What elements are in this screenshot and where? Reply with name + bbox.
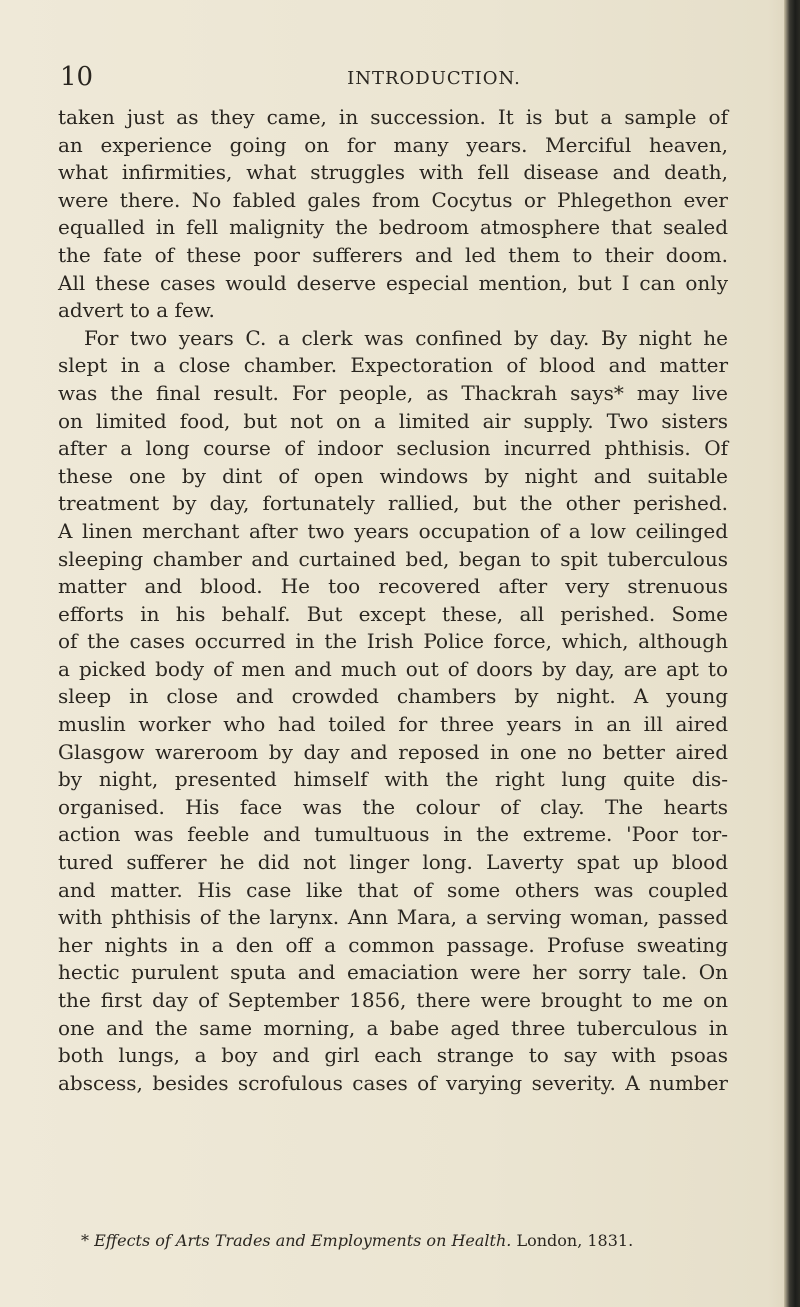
text-line: efforts in his behalf. But except these, all perished. Some: [58, 601, 728, 626]
text-line: by night, presented himself with the right lung quite dis-: [58, 767, 728, 792]
text-line: with phthisis of the larynx. Ann Mara, a serving woman, passed: [58, 905, 728, 930]
text-line: the first day of September 1856, there were brought to me on: [58, 988, 728, 1012]
footnote-marker: *: [81, 1231, 89, 1250]
text-line: and matter. His case like that of some others was coupled: [58, 877, 728, 902]
page-header: [60, 62, 724, 92]
text-line: slept in a close chamber. Expectoration of blood and matter: [58, 353, 728, 378]
text-line: what infirmities, what struggles with fell disease and death,: [58, 160, 728, 185]
text-line: one and the same morning, a babe aged three tuberculous in: [58, 1015, 728, 1040]
text-line: an experience going on for many years. Merciful heaven,: [58, 132, 728, 157]
text-line: sleep in close and crowded chambers by night. A young: [58, 684, 728, 709]
footnote-citation: London, 1831.: [516, 1231, 634, 1250]
footnote-title: Effects of Arts Trades and Employments on Health.: [94, 1231, 512, 1250]
text-line: Glasgow wareroom by day and reposed in one no better aired: [58, 739, 728, 764]
text-line: of the cases occurred in the Irish Police force, which, although: [58, 629, 728, 654]
text-line: action was feeble and tumultuous in the extreme. 'Poor tor-: [58, 822, 728, 847]
text-line: treatment by day, fortunately rallied, but the other perished.: [58, 491, 728, 516]
text-line: advert to a few.: [58, 298, 215, 323]
text-line: were there. No fabled gales from Cocytus or Phlegethon ever: [58, 187, 728, 212]
page-number: 10: [60, 62, 94, 92]
text-line: For two years C. a clerk was confined by day. By night he: [84, 325, 728, 350]
text-line: All these cases would deserve especial mention, but I can only: [58, 270, 728, 295]
text-line: hectic purulent sputa and emaciation were her sorry tale. On: [58, 960, 728, 985]
text-line: on limited food, but not on a limited air supply. Two sisters: [58, 408, 728, 433]
text-line: her nights in a den off a common passage. Profuse sweating: [58, 932, 728, 957]
body-text: [58, 104, 728, 1097]
running-head: INTRODUCTION.: [347, 68, 521, 89]
text-line: after a long course of indoor seclusion incurred phthisis. Of: [58, 436, 728, 461]
text-line: muslin worker who had toiled for three years in an ill aired: [58, 712, 728, 737]
text-line: these one by dint of open windows by night and suitable: [58, 463, 728, 488]
footnote: [81, 1230, 721, 1252]
page-edge-shadow: [784, 0, 800, 1307]
text-line: A linen merchant after two years occupation of a low ceilinged: [58, 518, 728, 543]
text-line: abscess, besides scrofulous cases of varying severity. A number: [58, 1070, 728, 1095]
text-line: matter and blood. He too recovered after very strenuous: [58, 574, 728, 599]
text-line: tured sufferer he did not linger long. Laverty spat up blood: [58, 850, 728, 875]
text-line: was the final result. For people, as Thackrah says* may live: [58, 380, 728, 405]
text-line: both lungs, a boy and girl each strange to say with psoas: [58, 1043, 728, 1068]
text-line: the fate of these poor sufferers and led them to their doom.: [58, 242, 728, 267]
text-line: organised. His face was the colour of clay. The hearts: [58, 794, 728, 819]
text-line: taken just as they came, in succession. It is but a sample of: [58, 105, 728, 129]
text-line: sleeping chamber and curtained bed, began to spit tuberculous: [58, 546, 728, 571]
text-line: equalled in fell malignity the bedroom atmosphere that sealed: [58, 215, 728, 240]
text-line: a picked body of men and much out of doors by day, are apt to: [58, 656, 728, 681]
